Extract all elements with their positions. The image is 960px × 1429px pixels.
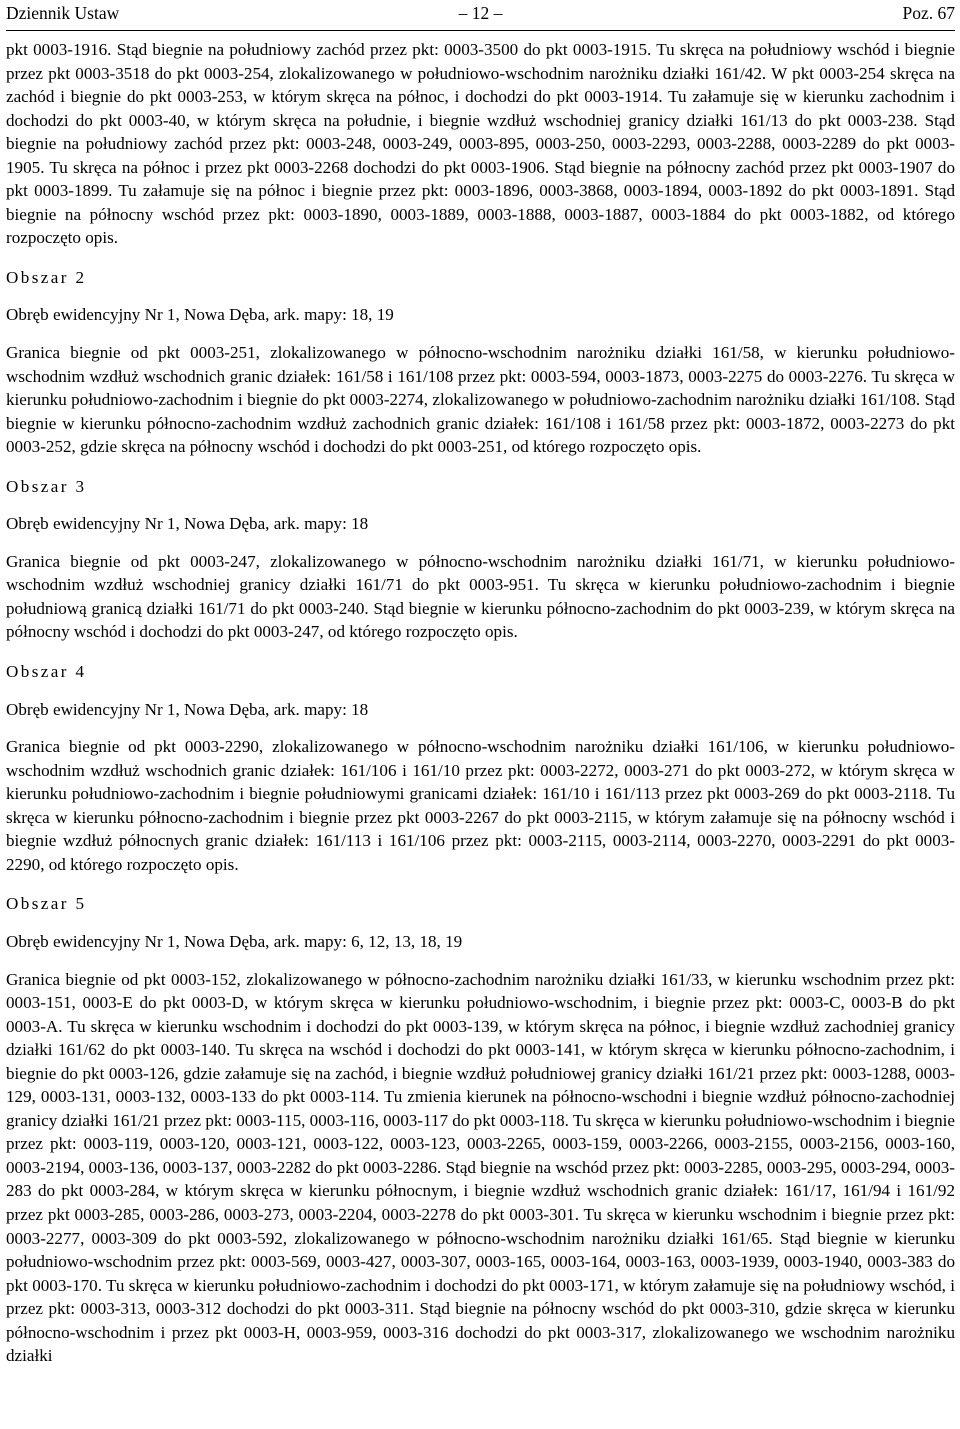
section-obszar-2 — [6, 266, 955, 459]
boundary-description: Granica biegnie od pkt 0003-2290, zlokalizowanego w północno-wschodnim narożniku działki 161/106, w kierunku południowo-wschodnim wzdłuż wschodnich granic działek: 161/106 i 161/10 przez pkt: 0003-2272, 0003-271 do pkt 0003-272, w którym skręca w kierunku południowo-zachodnim i biegnie południowymi granicami działek: 161/10 i 161/113 przez pkt 0003-269 do pkt 0003-2118. Tu skręca w kierunku północno-zachodnim i biegnie przez pkt 0003-2267 do pkt 0003-2115, w którym załamuje się na północny wschód i biegnie wzdłuż północnych granic działek: 161/113 i 161/106 przez pkt: 0003-2115, 0003-2114, 0003-2270, 0003-2291 do pkt 0003-2290, od którego rozpoczęto opis. — [6, 737, 955, 874]
header-divider — [6, 30, 955, 31]
boundary-description: Granica biegnie od pkt 0003-251, zlokalizowanego w północno-wschodnim narożniku działki 161/58, w kierunku południowo-wschodnim wzdłuż wschodnich granic działek: 161/58 i 161/108 przez pkt: 0003-594, 0003-1873, 0003-2275 do 0003-2276. Tu skręca w kierunku południowo-zachodnim i biegnie do pkt 0003-2274, zlokalizowanego w południowo-zachodnim narożniku działki 161/108. Stąd biegnie w kierunku północno-zachodnim wzdłuż zachodnich granic działek: 161/108 i 161/58 przez pkt: 0003-1872, 0003-2273 do pkt 0003-252, gdzie skręca na północny wschód i dochodzi do pkt 0003-251, od którego rozpoczęto opis. — [6, 343, 955, 457]
journal-name: Dziennik Ustaw — [6, 3, 120, 23]
section-heading: Obszar 3 — [6, 476, 87, 496]
page-header — [6, 0, 955, 26]
section-heading: Obszar 2 — [6, 267, 87, 287]
page-number: – 12 – — [458, 3, 503, 23]
section-obszar-4 — [6, 660, 955, 876]
boundary-description: Granica biegnie od pkt 0003-152, zlokalizowanego w północno-zachodnim narożniku działki 161/33, w kierunku wschodnim przez pkt: 0003-151, 0003-E do pkt 0003-D, w którym skręca w kierunku południowo-wschodnim, i biegnie przez pkt: 0003-C, 0003-B do pkt 0003-A. Tu skręca w kierunku wschodnim i dochodzi do pkt 0003-139, w którym skręca na północ, i biegnie wzdłuż zachodniej granicy działki 161/62 do pkt 0003-140. Tu skręca na wschód i dochodzi do pkt 0003-141, w którym skręca w kierunku północno-zachodnim, i biegnie do pkt 0003-126, gdzie załamuje się na zachód, i biegnie wzdłuż południowej granicy działki 161/21 przez pkt: 0003-1288, 0003-129, 0003-131, 0003-132, 0003-133 do pkt 0003-114. Tu zmienia kierunek na północno-wschodni i biegnie wzdłuż północno-zachodniej granicy działki 161/21 przez pkt: 0003-115, 0003-116, 0003-117 do pkt 0003-118. Tu skręca w kierunku południowo-wschodnim i biegnie przez pkt: 0003-119, 0003-120, 0003-121, 0003-122, 0003-123, 0003-2265, 0003-159, 0003-2266, 0003-2155, 0003-2156, 0003-160, 0003-2194, 0003-136, 0003-137, 0003-2282 do pkt 0003-2286. Stąd biegnie na wschód przez pkt: 0003-2285, 0003-295, 0003-294, 0003-283 do pkt 0003-284, w którym skręca w kierunku północnym, i biegnie wzdłuż wschodnich granic działek: 161/17, 161/94 i 161/92 przez pkt 0003-285, 0003-286, 0003-273, 0003-2204, 0003-2278 do pkt 0003-301. Tu skręca w kierunku wschodnim i biegnie przez pkt: 0003-2277, 0003-309 do pkt 0003-592, zlokalizowanego w północno-wschodnim narożniku działki 161/65. Stąd biegnie w kierunku południowo-wschodnim przez pkt: 0003-569, 0003-427, 0003-307, 0003-165, 0003-164, 0003-163, 0003-1939, 0003-1940, 0003-383 do pkt 0003-170. Tu skręca w kierunku południowo-zachodnim i dochodzi do pkt 0003-171, w którym załamuje się na południowy wschód, i przez pkt: 0003-313, 0003-312 dochodzi do pkt 0003-311. Stąd biegnie na północny wschód do pkt 0003-310, gdzie skręca w kierunku północno-wschodnim i przez pkt 0003-H, 0003-959, 0003-316 dochodzi do pkt 0003-317, zlokalizowanego we wschodnim narożniku działki — [6, 969, 955, 1366]
section-obszar-5 — [6, 892, 955, 1367]
precinct-line: Obręb ewidencyjny Nr 1, Nowa Dęba, ark. mapy: 18 — [6, 514, 369, 534]
section-heading: Obszar 5 — [6, 894, 87, 914]
section-heading: Obszar 4 — [6, 662, 87, 682]
document-body — [6, 38, 955, 1368]
position-number: Poz. 67 — [902, 3, 955, 23]
intro-paragraph: pkt 0003-1916. Stąd biegnie na południowy zachód przez pkt: 0003-3500 do pkt 0003-1915. Tu skręca na południowy wschód i biegnie przez pkt 0003-3518 do pkt 0003-254, zlokalizowanego w południowo-wschodnim narożniku działki 161/42. W pkt 0003-254 skręca na zachód i biegnie do pkt 0003-253, w którym skręca na północ, i dochodzi do pkt 0003-1914. Tu załamuje się w kierunku zachodnim i dochodzi do pkt 0003-40, w którym skręca na południe, i biegnie wzdłuż wschodniej granicy działki 161/13 do pkt 0003-238. Stąd biegnie na południowy zachód przez pkt: 0003-248, 0003-249, 0003-895, 0003-250, 0003-2293, 0003-2288, 0003-2289 do pkt 0003-1905. Tu skręca na północ i przez pkt 0003-2268 dochodzi do pkt 0003-1906. Stąd biegnie na północny zachód przez pkt 0003-1907 do pkt 0003-1899. Tu załamuje się na północ i biegnie przez pkt: 0003-1896, 0003-3868, 0003-1894, 0003-1892 do pkt 0003-1891. Stąd biegnie na północny wschód przez pkt: 0003-1890, 0003-1889, 0003-1888, 0003-1887, 0003-1884 do pkt 0003-1882, od którego rozpoczęto opis. — [6, 40, 955, 248]
section-obszar-3 — [6, 475, 955, 644]
document-page — [6, 0, 955, 1429]
precinct-line: Obręb ewidencyjny Nr 1, Nowa Dęba, ark. mapy: 18 — [6, 699, 369, 719]
precinct-line: Obręb ewidencyjny Nr 1, Nowa Dęba, ark. mapy: 6, 12, 13, 18, 19 — [6, 931, 463, 951]
boundary-description: Granica biegnie od pkt 0003-247, zlokalizowanego w północno-wschodnim narożniku działki 161/71, w kierunku południowo-wschodnim wzdłuż wschodniej granicy działki 161/71 do pkt 0003-951. Tu skręca w kierunku południowo-zachodnim i biegnie południową granicą działki 161/71 do pkt 0003-240. Stąd biegnie w kierunku północno-zachodnim do pkt 0003-239, w którym skręca na północny wschód i dochodzi do pkt 0003-247, od którego rozpoczęto opis. — [6, 551, 955, 642]
precinct-line: Obręb ewidencyjny Nr 1, Nowa Dęba, ark. mapy: 18, 19 — [6, 305, 394, 325]
